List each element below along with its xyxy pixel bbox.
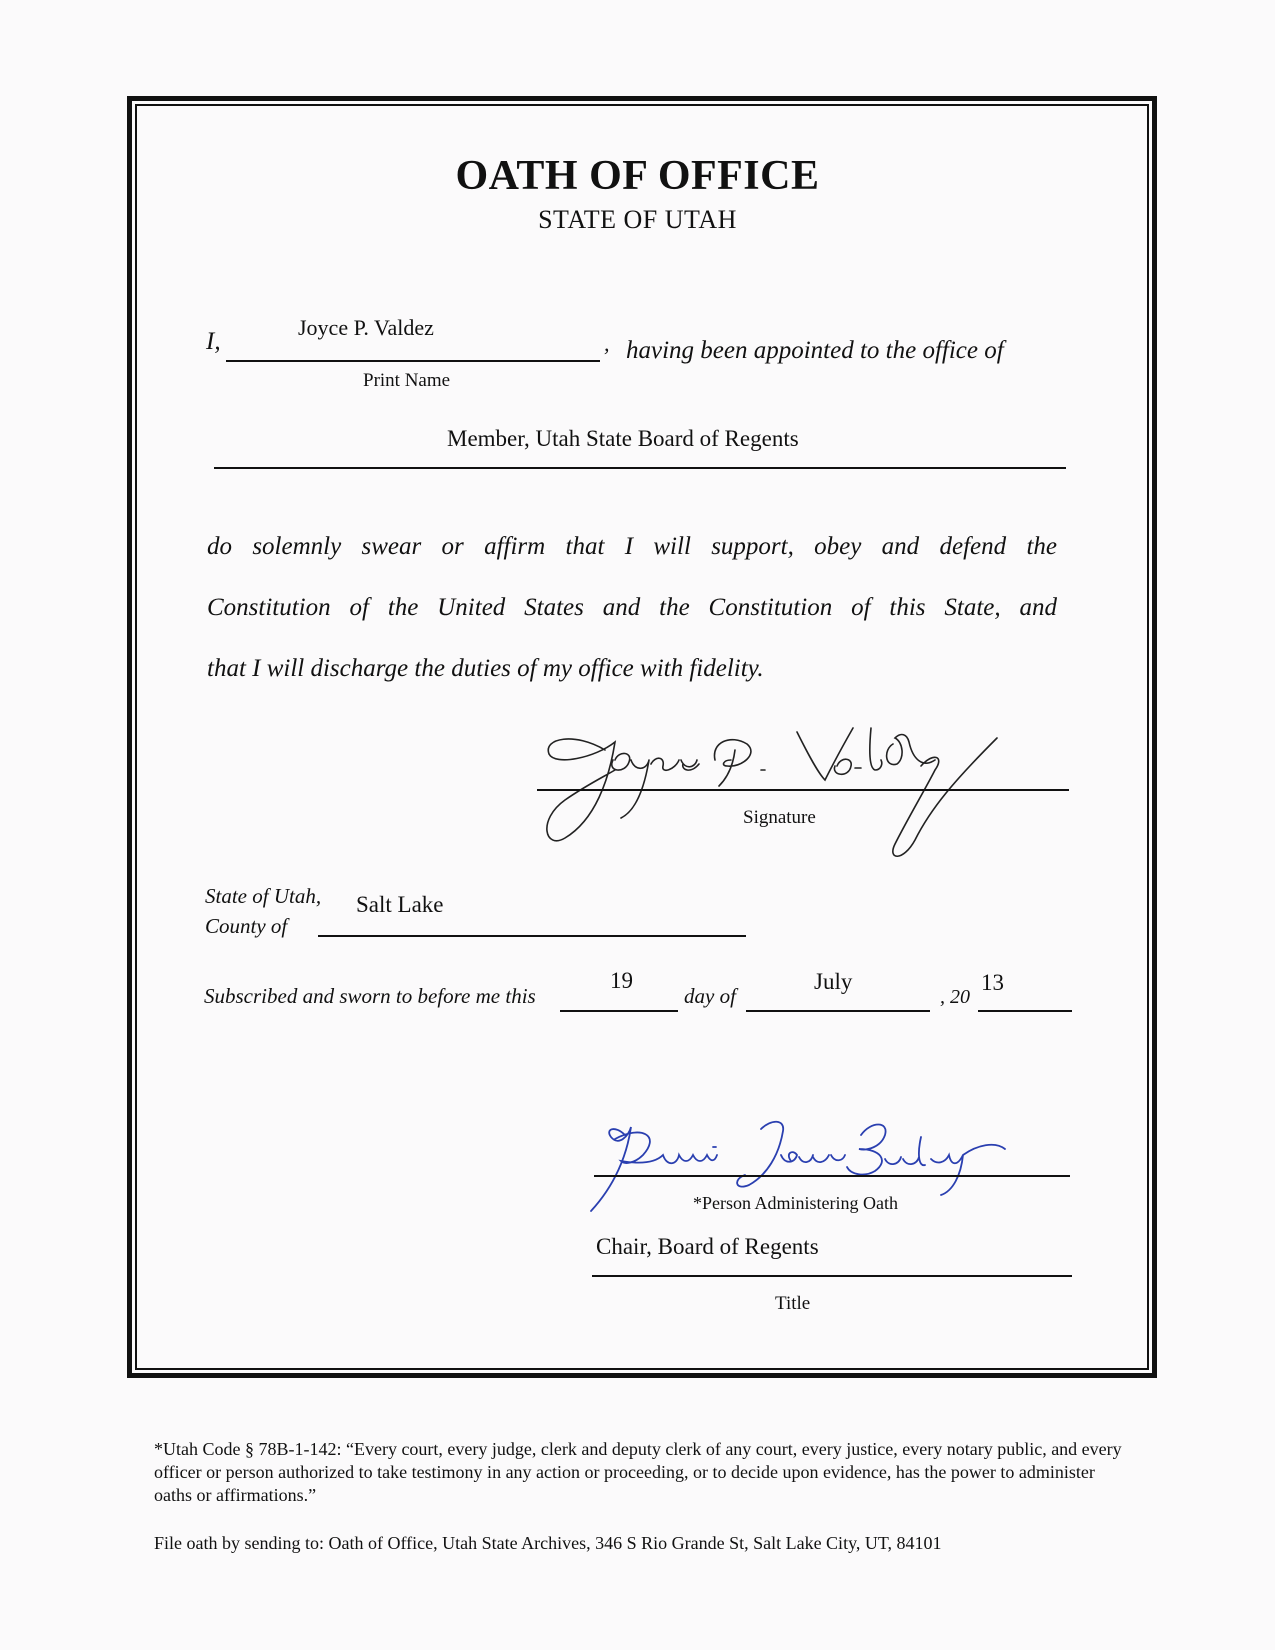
sworn-day-line <box>560 1010 678 1012</box>
administrator-title-line <box>592 1275 1072 1277</box>
oath-text-line-2: Constitution of the United States and the Constitution of this State, and <box>207 594 1057 621</box>
signature-line <box>537 789 1069 791</box>
appointee-signature-image <box>535 720 1055 870</box>
sworn-month-line <box>746 1010 930 1012</box>
sworn-year-value: 13 <box>981 970 1004 995</box>
county-line <box>318 935 746 937</box>
document-title: OATH OF OFFICE <box>455 153 820 199</box>
office-line <box>214 467 1066 469</box>
administrator-signature-line <box>594 1175 1070 1177</box>
utah-code-note: *Utah Code § 78B-1-142: “Every court, every judge, clerk and deputy clerk of any court, every justice, every notary public, and every officer or person authorized to take testimony in any action or proceeding, or to decide upon evidence, has the power to administer oaths or affirmations.” <box>154 1439 1122 1505</box>
administrator-title-label: Title <box>775 1293 811 1314</box>
county-value: Salt Lake <box>356 892 444 917</box>
document-subtitle: STATE OF UTAH <box>538 205 737 234</box>
administrator-title-value: Chair, Board of Regents <box>596 1234 819 1259</box>
oath-text-line-1: do solemnly swear or affirm that I will support, obey and defend the <box>207 533 1057 560</box>
print-name-value: Joyce P. Valdez <box>298 315 434 340</box>
day-of-label: day of <box>684 984 736 1008</box>
filing-instructions: File oath by sending to: Oath of Office, Utah State Archives, 346 S Rio Grande St, Salt Lake City, UT, 84101 <box>154 1533 942 1553</box>
administrator-label: *Person Administering Oath <box>693 1193 898 1213</box>
print-name-line <box>226 360 600 362</box>
year-prefix: , 20 <box>940 986 970 1008</box>
sworn-month-value: July <box>814 969 853 994</box>
print-name-label: Print Name <box>363 370 451 391</box>
office-value: Member, Utah State Board of Regents <box>447 426 799 451</box>
name-comma: , <box>604 331 610 356</box>
oath-text-line-3: that I will discharge the duties of my office with fidelity. <box>207 655 764 682</box>
county-label: County of <box>205 914 288 938</box>
state-label: State of Utah, <box>205 884 322 908</box>
sworn-prefix: Subscribed and sworn to before me this <box>204 984 536 1008</box>
sworn-day-value: 19 <box>610 968 633 993</box>
appointment-phrase: having been appointed to the office of <box>626 337 1004 364</box>
pronoun-i: I, <box>206 328 221 355</box>
signature-label: Signature <box>743 807 816 828</box>
sworn-year-line <box>978 1010 1072 1012</box>
